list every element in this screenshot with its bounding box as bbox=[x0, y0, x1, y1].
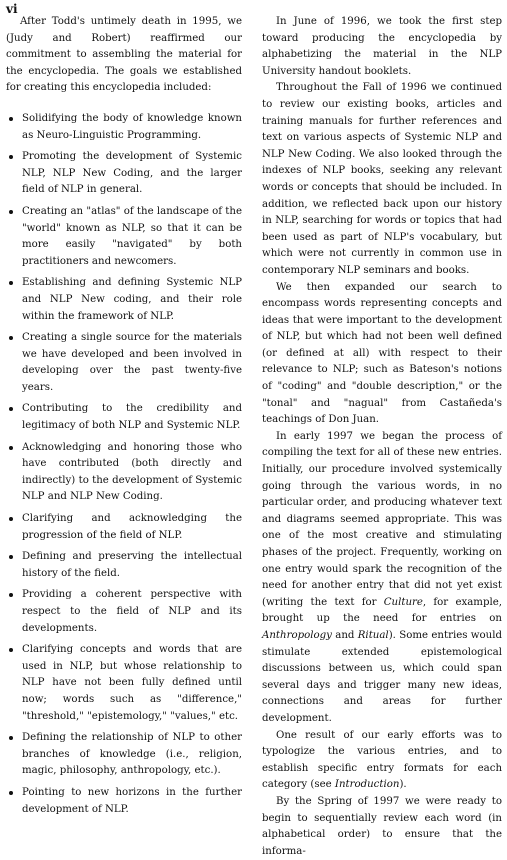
text-span: In early 1997 we began the process of compiling the text for all of these new entries. Initially, our procedure involved systemically going through the various words, in no particular order, and producing whatever text and diagrams seemed appropriate. This was one of the most creative and stimulating phases of the project. Frequently, working on one entry would spark the recognition of the need for another entry that did not yet exist (writing the text for bbox=[262, 430, 502, 608]
list-item: Clarifying and acknowledging the progression of the field of NLP. bbox=[6, 511, 242, 544]
list-item: Solidifying the body of knowledge known as Neuro-Linguistic Programming. bbox=[6, 111, 242, 144]
goals-list bbox=[6, 111, 242, 818]
text-span: ). Some entries would stimulate extended epistemological discussions between us, which could span several days and trigger many new ideas, connections and areas for further development. bbox=[262, 629, 502, 724]
introduction-ref: Introduction bbox=[334, 779, 400, 791]
list-item: Promoting the development of Systemic NLP, NLP New Coding, and the larger field of NLP in general. bbox=[6, 149, 242, 199]
paragraph-early-1997 bbox=[262, 429, 502, 728]
culture-ref: Culture bbox=[383, 596, 423, 608]
list-item: Creating a single source for the materials we have developed and been involved in developing over the past twenty-five years. bbox=[6, 330, 242, 396]
right-column bbox=[262, 14, 502, 860]
anthropology-ref: Anthropology bbox=[262, 629, 332, 641]
page-number: vi bbox=[6, 2, 18, 16]
list-item: Creating an "atlas" of the landscape of the "world" known as NLP, so that it can be more easily "navigated" by both practitioners and newcomers. bbox=[6, 204, 242, 270]
text-span: ). bbox=[399, 779, 407, 791]
list-item: Clarifying concepts and words that are used in NLP, but whose relationship to NLP have not been fully defined until now; words such as "difference," "threshold," "epistemology," "values," etc. bbox=[6, 642, 242, 725]
paragraph-fall-1996: Throughout the Fall of 1996 we continued to review our existing books, articles and training manuals for further references and text on various aspects of Systemic NLP and NLP New Coding. We also looked through the indexes of NLP books, seeking any relevant words or concepts that should be included. In addition, we reflected back upon our history in NLP, searching for words or topics that had been used as part of NLP's vocabulary, but which were not currently in common use in contemporary NLP seminars and books. bbox=[262, 82, 502, 276]
list-item: Establishing and defining Systemic NLP and NLP New coding, and their role within the framework of NLP. bbox=[6, 275, 242, 325]
text-span: and bbox=[331, 629, 358, 641]
paragraph-spring-1997: By the Spring of 1997 we were ready to begin to sequentially review each word (in alphabetical order) to ensure that the informa- bbox=[262, 795, 502, 857]
paragraph-typologize bbox=[262, 728, 502, 794]
text-span: One result of our early efforts was to typologize the various entries, and to establish specific entry formats for each category (see bbox=[262, 729, 502, 791]
list-item: Contributing to the credibility and legitimacy of both NLP and Systemic NLP. bbox=[6, 401, 242, 434]
list-item: Defining the relationship of NLP to other branches of knowledge (i.e., religion, magic, philosophy, anthropology, etc.). bbox=[6, 730, 242, 780]
list-item: Pointing to new horizons in the further development of NLP. bbox=[6, 785, 242, 818]
intro-paragraph: After Todd's untimely death in 1995, we (Judy and Robert) reaffirmed our commitment to assembling the material for the encyclopedia. The goals we established for creating this encyclopedia included: bbox=[6, 16, 242, 94]
list-item: Defining and preserving the intellectual history of the field. bbox=[6, 549, 242, 582]
text-span: , for example, brought up the need for entries on bbox=[262, 596, 502, 625]
list-item: Acknowledging and honoring those who have contributed (both directly and indirectly) to the development of Systemic NLP and NLP New Coding. bbox=[6, 440, 242, 506]
paragraph-june-1996: In June of 1996, we took the first step toward producing the encyclopedia by alphabetizing the material in the NLP University handout booklets. bbox=[262, 16, 502, 77]
ritual-ref: Ritual bbox=[357, 629, 389, 641]
list-item: Providing a coherent perspective with respect to the field of NLP and its developments. bbox=[6, 587, 242, 637]
paragraph-expanded-search: We then expanded our search to encompass words representing concepts and ideas that were important to the development of NLP, but which had not been well defined (or defined at all) with respect to their relevance to NLP; such as Bateson's notions of "coding" and "double description," or the "tonal" and "nagual" from Castañeda's teachings of Don Juan. bbox=[262, 281, 502, 426]
